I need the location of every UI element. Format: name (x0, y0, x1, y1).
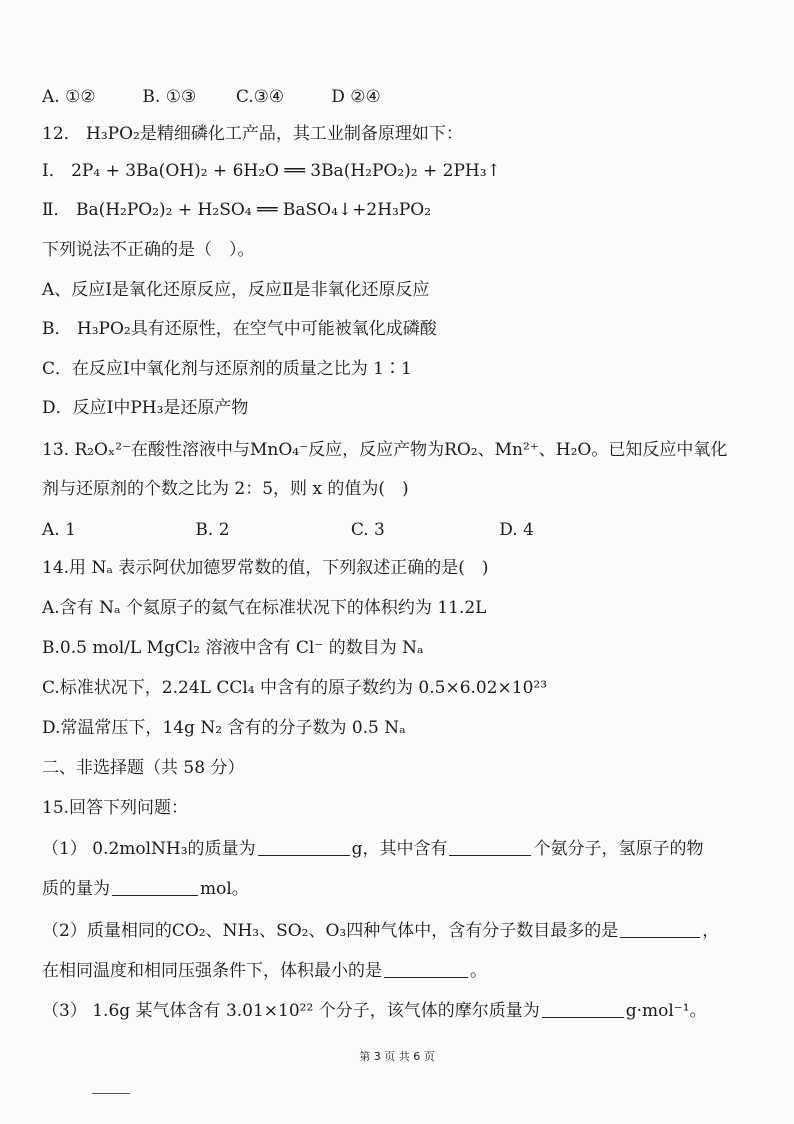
q15-p1-blank-molecules[interactable] (449, 839, 531, 856)
q11-option-d: D ②④ (331, 87, 381, 107)
q15-p3-text-b: g·mol⁻¹。 (625, 1001, 707, 1021)
q15-part-2-line-2 (42, 960, 754, 982)
q15-part-3 (42, 1000, 754, 1022)
q12-reaction-2: Ⅱ． Ba(H₂PO₂)₂ + H₂SO₄ ══ BaSO₄↓+2H₃PO₂ (42, 200, 432, 220)
q13-option-b: B. 2 (195, 520, 230, 540)
q15-part-1-line-1 (42, 838, 754, 860)
q13-line-1: 13. R₂Oₓ²⁻在酸性溶液中与MnO₄⁻反应，反应产物为RO₂、Mn²⁺、H₂O。已知反应中氧化 (42, 440, 728, 460)
q15-p3-blank-molar-mass[interactable] (542, 1001, 624, 1018)
scan-mark (92, 1093, 130, 1094)
q15-p2-text-d: 。 (470, 961, 487, 981)
q15-part-1-line-2 (42, 878, 754, 900)
q12-option-d: D．反应Ⅰ中PH₃是还原产物 (42, 398, 249, 418)
q14-option-b: B.0.5 mol/L MgCl₂ 溶液中含有 Cl⁻ 的数目为 Nₐ (42, 638, 424, 658)
q15-p1-text-c: 个氨分子，氢原子的物 (533, 839, 704, 859)
q12-option-a: A、反应Ⅰ是氧化还原反应，反应Ⅱ是非氧化还原反应 (42, 280, 430, 300)
q12-stem: 12． H₃PO₂是精细磷化工产品，其工业制备原理如下： (42, 124, 463, 144)
q15-p1-text-a: （1） 0.2molNH₃的质量为 (42, 839, 256, 859)
q15-p2-blank-most-molecules[interactable] (620, 921, 700, 938)
section-2-heading: 二、非选择题（共 58 分） (42, 758, 245, 778)
page-footer: 第 3 页 共 6 页 (359, 1050, 435, 1063)
q14-option-d: D.常温常压下，14g N₂ 含有的分子数为 0.5 Nₐ (42, 718, 406, 738)
q13-option-a: A. 1 (42, 520, 76, 540)
q15-p1-text-d: 质的量为 (42, 879, 110, 899)
q11-options (42, 86, 754, 108)
q15-p2-text-c: 在相同温度和相同压强条件下，体积最小的是 (42, 961, 382, 981)
q14-option-a: A.含有 Nₐ 个氦原子的氦气在标准状况下的体积约为 11.2L (42, 598, 487, 618)
q15-p1-text-b: g，其中含有 (351, 839, 448, 859)
q15-p3-text-a: （3） 1.6g 某气体含有 3.01×10²² 个分子，该气体的摩尔质量为 (42, 1001, 540, 1021)
q13-option-d: D. 4 (499, 520, 534, 540)
q11-option-c: C.③④ (235, 87, 285, 107)
q13-line-2: 剂与还原剂的个数之比为 2：5，则 x 的值为( ) (42, 479, 409, 499)
q15-part-2-line-1 (42, 920, 754, 942)
q15-p1-blank-hydrogen-mol[interactable] (112, 879, 198, 896)
q13-option-c: C. 3 (350, 520, 385, 540)
q13-options (42, 519, 754, 541)
q15-p2-blank-smallest-volume[interactable] (384, 961, 468, 978)
q15-p1-text-e: mol。 (200, 879, 249, 899)
q15-p2-text-a: （2）质量相同的CO₂、NH₃、SO₂、O₃四种气体中，含有分子数目最多的是 (42, 921, 619, 941)
q12-option-c: C．在反应Ⅰ中氧化剂与还原剂的质量之比为 1∶1 (42, 359, 412, 379)
q11-option-a: A. ①② (42, 87, 96, 107)
q12-question: 下列说法不正确的是（ ）。 (42, 240, 255, 260)
q12-reaction-1: Ⅰ． 2P₄ + 3Ba(OH)₂ + 6H₂O ══ 3Ba(H₂PO₂)₂ + 2PH₃↑ (42, 161, 501, 181)
q14-stem: 14.用 Nₐ 表示阿伏加德罗常数的值，下列叙述正确的是( ) (42, 558, 489, 578)
q15-stem: 15.回答下列问题： (42, 798, 189, 818)
q12-option-b: B． H₃PO₂具有还原性，在空气中可能被氧化成磷酸 (42, 319, 437, 339)
q11-option-b: B. ①③ (142, 87, 197, 107)
q14-option-c: C.标准状况下，2.24L CCl₄ 中含有的原子数约为 0.5×6.02×10²³ (42, 678, 548, 698)
q15-p1-blank-mass[interactable] (258, 839, 350, 856)
q15-p2-text-b: ， (702, 921, 720, 941)
